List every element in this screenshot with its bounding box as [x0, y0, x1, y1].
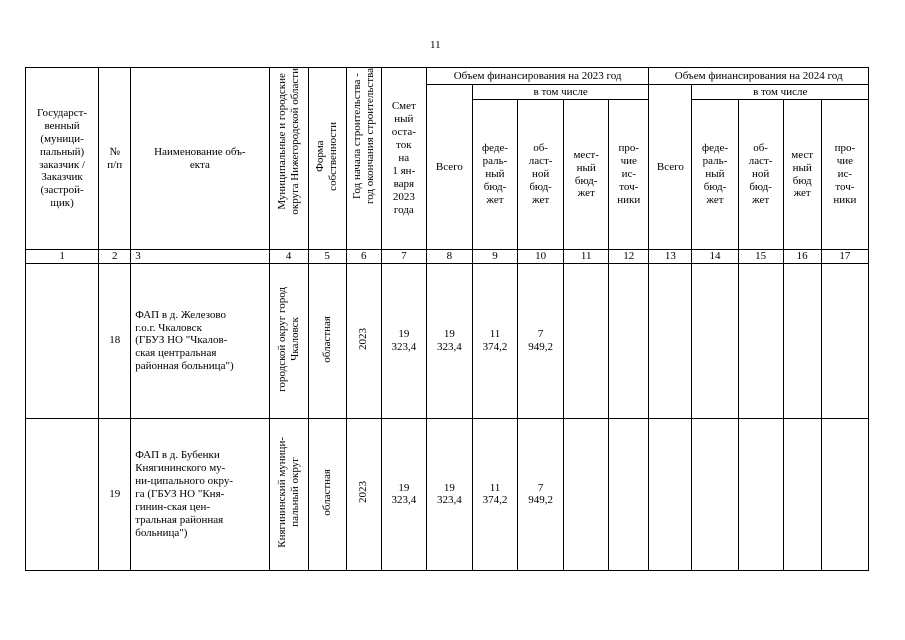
column-number: 14 [692, 250, 738, 264]
cell-estimated-balance: 19 323,4 [381, 418, 426, 570]
cell-federal-2024 [692, 263, 738, 418]
header-financing-2024: Объем финансирования на 2024 год [649, 68, 869, 85]
header-object-name: Наименование объ- екта [131, 68, 269, 250]
cell-object-name: ФАП в д. Бубенки Княгининского му- ни-ципального окру- га (ГБУЗ НО "Кня- гинин-ская цен- тральная районная больница") [131, 418, 269, 570]
header-other-2023: про- чие ис- точ- ники [609, 100, 649, 250]
header-customer: Государст- венный (муници- пальный) заказчик / Заказчик (застрой- щик) [26, 68, 99, 250]
table-row [26, 263, 869, 418]
header-other-2024: про- чие ис- точ- ники [821, 100, 868, 250]
header-years: Год начала строительства - год окончания строительства [346, 68, 381, 250]
column-number: 9 [472, 250, 517, 264]
header-estimated-balance: Смет ный оста- ток на 1 ян- варя 2023 года [381, 68, 426, 250]
cell-estimated-balance: 19 323,4 [381, 263, 426, 418]
header-row-no: № п/п [99, 68, 131, 250]
header-federal-2023: феде- раль- ный бюд- жет [472, 100, 517, 250]
column-number: 11 [564, 250, 609, 264]
column-number: 8 [426, 250, 472, 264]
financing-table [25, 67, 869, 571]
header-federal-2024: феде- раль- ный бюд- жет [692, 100, 738, 250]
cell-local-2023 [564, 263, 609, 418]
header-including-2023: в том числе [472, 85, 648, 100]
table-row [26, 418, 869, 570]
cell-local-2024 [783, 418, 821, 570]
cell-year: 2023 [346, 418, 381, 570]
cell-other-2024 [821, 263, 868, 418]
cell-regional-2023: 7 949,2 [518, 263, 564, 418]
cell-regional-2023: 7 949,2 [518, 418, 564, 570]
header-including-2024: в том числе [692, 85, 869, 100]
cell-ownership: областная [308, 263, 346, 418]
header-ownership: Форма собственности [308, 68, 346, 250]
cell-total-2023: 19 323,4 [426, 263, 472, 418]
cell-total-2024 [649, 418, 692, 570]
cell-total-2024 [649, 263, 692, 418]
header-total-2024: Всего [649, 85, 692, 250]
column-number: 1 [26, 250, 99, 264]
cell-regional-2024 [738, 418, 783, 570]
cell-customer [26, 418, 99, 570]
cell-federal-2024 [692, 418, 738, 570]
cell-municipality: городской округ город Чкаловск [269, 263, 308, 418]
column-number: 4 [269, 250, 308, 264]
header-regional-2024: об- ласт- ной бюд- жет [738, 100, 783, 250]
column-number: 2 [99, 250, 131, 264]
header-local-2024: мест ный бюд жет [783, 100, 821, 250]
cell-ownership: областная [308, 418, 346, 570]
column-number: 10 [518, 250, 564, 264]
column-number: 16 [783, 250, 821, 264]
cell-other-2024 [821, 418, 868, 570]
column-number: 17 [821, 250, 868, 264]
header-municipality: Муниципальные и городские округа Нижегородской области [269, 68, 308, 250]
cell-object-name: ФАП в д. Железово г.о.г. Чкаловск (ГБУЗ НО "Чкалов- ская центральная районная больница") [131, 263, 269, 418]
column-number: 7 [381, 250, 426, 264]
column-number: 6 [346, 250, 381, 264]
cell-other-2023 [609, 263, 649, 418]
column-number: 5 [308, 250, 346, 264]
cell-row-no: 19 [99, 418, 131, 570]
cell-federal-2023: 11 374,2 [472, 263, 517, 418]
column-number: 13 [649, 250, 692, 264]
column-number: 15 [738, 250, 783, 264]
column-number: 12 [609, 250, 649, 264]
cell-year: 2023 [346, 263, 381, 418]
cell-total-2023: 19 323,4 [426, 418, 472, 570]
column-numbers-row [26, 250, 869, 264]
cell-local-2023 [564, 418, 609, 570]
header-financing-2023: Объем финансирования на 2023 год [426, 68, 649, 85]
cell-federal-2023: 11 374,2 [472, 418, 517, 570]
header-total-2023: Всего [426, 85, 472, 250]
column-number: 3 [131, 250, 269, 264]
page-number: 11 [430, 39, 441, 51]
cell-row-no: 18 [99, 263, 131, 418]
header-regional-2023: об- ласт- ной бюд- жет [518, 100, 564, 250]
header-local-2023: мест- ный бюд- жет [564, 100, 609, 250]
cell-municipality: Княгининский муници- пальный округ [269, 418, 308, 570]
cell-customer [26, 263, 99, 418]
cell-other-2023 [609, 418, 649, 570]
cell-local-2024 [783, 263, 821, 418]
cell-regional-2024 [738, 263, 783, 418]
